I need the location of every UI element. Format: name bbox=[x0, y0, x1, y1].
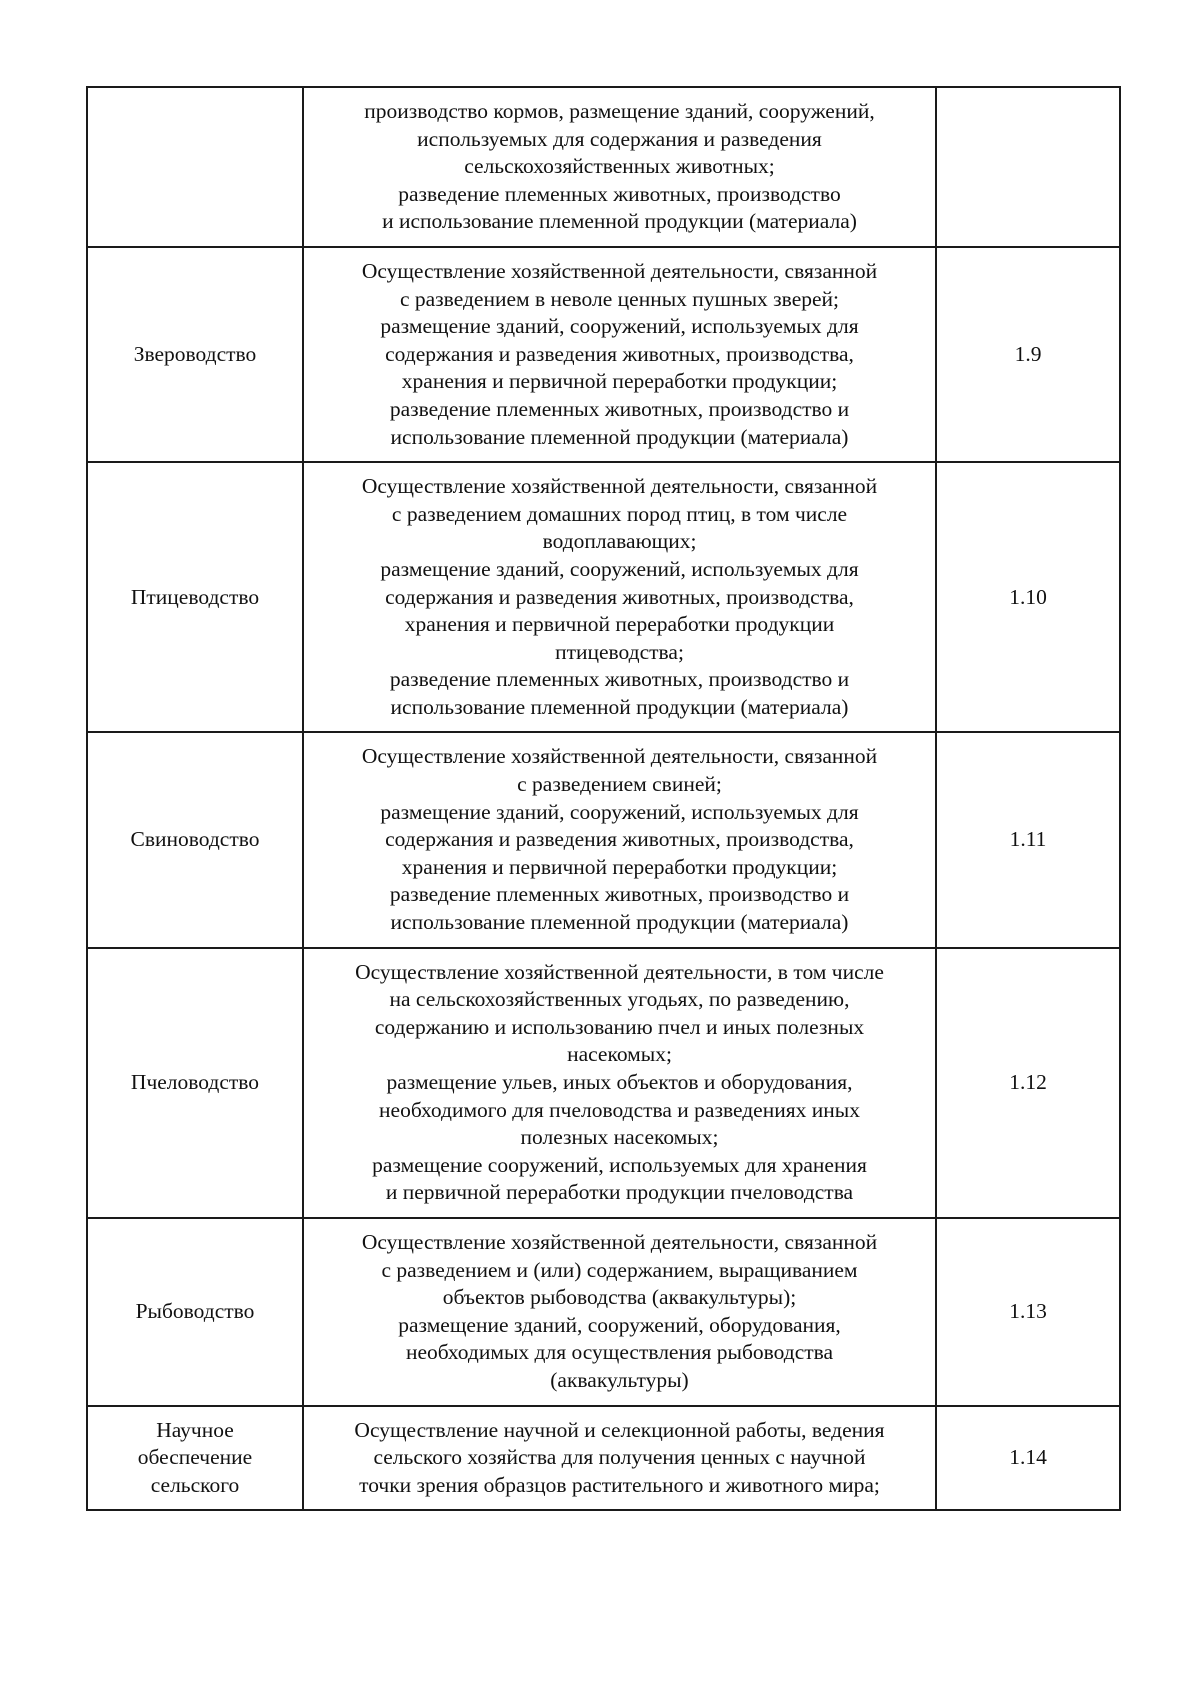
description-line: с разведением домашних пород птиц, в том числе bbox=[391, 501, 848, 526]
description-line: полезных насекомых; bbox=[520, 1125, 719, 1150]
description-line: разведение племенных животных, производство bbox=[398, 181, 841, 206]
land-use-description-cell bbox=[303, 247, 936, 462]
description-line: объектов рыбоводства (аквакультуры); bbox=[442, 1285, 797, 1310]
land-use-name-line: Свиноводство bbox=[130, 827, 260, 852]
land-use-name-line: Птицеводство bbox=[130, 584, 260, 609]
description-line: разведение племенных животных, производство и bbox=[389, 396, 850, 421]
description-line: размещение зданий, сооружений, оборудования, bbox=[398, 1312, 841, 1337]
description-line: производство кормов, размещение зданий, сооружений, bbox=[364, 99, 875, 123]
description-line: Осуществление хозяйственной деятельности, связанной bbox=[361, 474, 878, 499]
description-line: использование племенной продукции (материала) bbox=[390, 694, 849, 719]
land-use-name-line: Рыбоводство bbox=[135, 1298, 255, 1323]
description-line: с разведением в неволе ценных пушных зверей; bbox=[399, 286, 840, 311]
description-line: (аквакультуры) bbox=[550, 1367, 689, 1392]
description-line: Осуществление хозяйственной деятельности, в том числе bbox=[355, 959, 884, 984]
land-use-table bbox=[86, 86, 1121, 1511]
description-line: Осуществление хозяйственной деятельности, связанной bbox=[361, 744, 878, 769]
description-line: разведение племенных животных, производство и bbox=[389, 882, 850, 907]
description-line: насекомых; bbox=[567, 1042, 672, 1067]
description-line: используемых для содержания и разведения bbox=[417, 126, 822, 151]
land-use-name-line: обеспечение bbox=[137, 1445, 253, 1470]
description-line: водоплавающих; bbox=[542, 529, 697, 554]
description-line: разведение племенных животных, производство и bbox=[389, 667, 850, 692]
land-use-name-cell bbox=[87, 1218, 303, 1406]
description-line: использование племенной продукции (материала) bbox=[390, 910, 849, 935]
land-use-name-cell bbox=[87, 87, 303, 247]
land-use-code-cell: 1.14 bbox=[936, 1406, 1120, 1511]
description-line: необходимого для пчеловодства и разведениях иных bbox=[379, 1097, 860, 1122]
land-use-code-cell: 1.10 bbox=[936, 462, 1120, 732]
land-use-name-cell bbox=[87, 948, 303, 1218]
description-line: Осуществление хозяйственной деятельности, связанной bbox=[361, 258, 878, 283]
land-use-description-cell bbox=[303, 87, 936, 247]
table-row bbox=[87, 1406, 1120, 1511]
description-line: размещение сооружений, используемых для хранения bbox=[372, 1152, 867, 1177]
description-line: необходимых для осуществления рыбоводства bbox=[405, 1340, 834, 1365]
land-use-name-line: Звероводство bbox=[133, 341, 257, 366]
land-use-name-cell bbox=[87, 732, 303, 947]
description-line: содержания и разведения животных, производства, bbox=[385, 584, 854, 609]
description-line: содержания и разведения животных, производства, bbox=[385, 341, 854, 366]
land-use-description-cell bbox=[303, 948, 936, 1218]
table-row bbox=[87, 87, 1120, 247]
description-line: сельскохозяйственных животных; bbox=[464, 154, 775, 179]
table-row bbox=[87, 732, 1120, 947]
land-use-code-cell: 1.12 bbox=[936, 948, 1120, 1218]
description-line: хранения и первичной переработки продукции; bbox=[401, 369, 838, 394]
land-use-code-cell: 1.11 bbox=[936, 732, 1120, 947]
description-line: размещение ульев, иных объектов и оборудования, bbox=[386, 1070, 853, 1094]
land-use-name-line: Научное bbox=[156, 1417, 234, 1442]
description-line: и первичной переработки продукции пчеловодства bbox=[385, 1180, 854, 1205]
land-use-description-cell bbox=[303, 1218, 936, 1406]
table-row bbox=[87, 1218, 1120, 1406]
description-line: и использование племенной продукции (материала) bbox=[382, 209, 857, 234]
description-line: размещение зданий, сооружений, используемых для bbox=[380, 799, 859, 824]
description-line: на сельскохозяйственных угодьях, по разведению, bbox=[389, 987, 850, 1012]
land-use-description-cell bbox=[303, 1406, 936, 1511]
table-row bbox=[87, 462, 1120, 732]
description-line: размещение зданий, сооружений, используемых для bbox=[380, 556, 859, 581]
description-line: с разведением и (или) содержанием, выращиванием bbox=[381, 1257, 858, 1282]
description-line: точки зрения образцов растительного и животного мира; bbox=[359, 1472, 880, 1497]
description-line: Осуществление научной и селекционной работы, ведения bbox=[354, 1417, 885, 1442]
description-line: содержания и разведения животных, производства, bbox=[385, 827, 854, 852]
description-line: сельского хозяйства для получения ценных с научной bbox=[373, 1445, 866, 1470]
description-line: Осуществление хозяйственной деятельности, связанной bbox=[361, 1229, 878, 1254]
description-line: использование племенной продукции (материала) bbox=[390, 424, 849, 449]
land-use-code-cell: 1.13 bbox=[936, 1218, 1120, 1406]
land-use-code-cell: 1.9 bbox=[936, 247, 1120, 462]
description-line: хранения и первичной переработки продукции bbox=[404, 612, 835, 637]
description-line: размещение зданий, сооружений, используемых для bbox=[380, 314, 859, 339]
table-row bbox=[87, 247, 1120, 462]
land-use-name-line: сельского bbox=[150, 1472, 240, 1497]
description-line: с разведением свиней; bbox=[517, 772, 722, 797]
table-row bbox=[87, 948, 1120, 1218]
land-use-description-cell bbox=[303, 732, 936, 947]
land-use-code-cell bbox=[936, 87, 1120, 247]
land-use-name-cell bbox=[87, 1406, 303, 1511]
land-use-name-cell bbox=[87, 247, 303, 462]
land-use-description-cell bbox=[303, 462, 936, 732]
description-line: птицеводства; bbox=[555, 639, 684, 664]
land-use-name-cell bbox=[87, 462, 303, 732]
description-line: хранения и первичной переработки продукции; bbox=[401, 854, 838, 879]
table-body bbox=[87, 87, 1120, 1510]
description-line: содержанию и использованию пчел и иных полезных bbox=[374, 1014, 865, 1039]
land-use-name-line: Пчеловодство bbox=[130, 1070, 260, 1094]
